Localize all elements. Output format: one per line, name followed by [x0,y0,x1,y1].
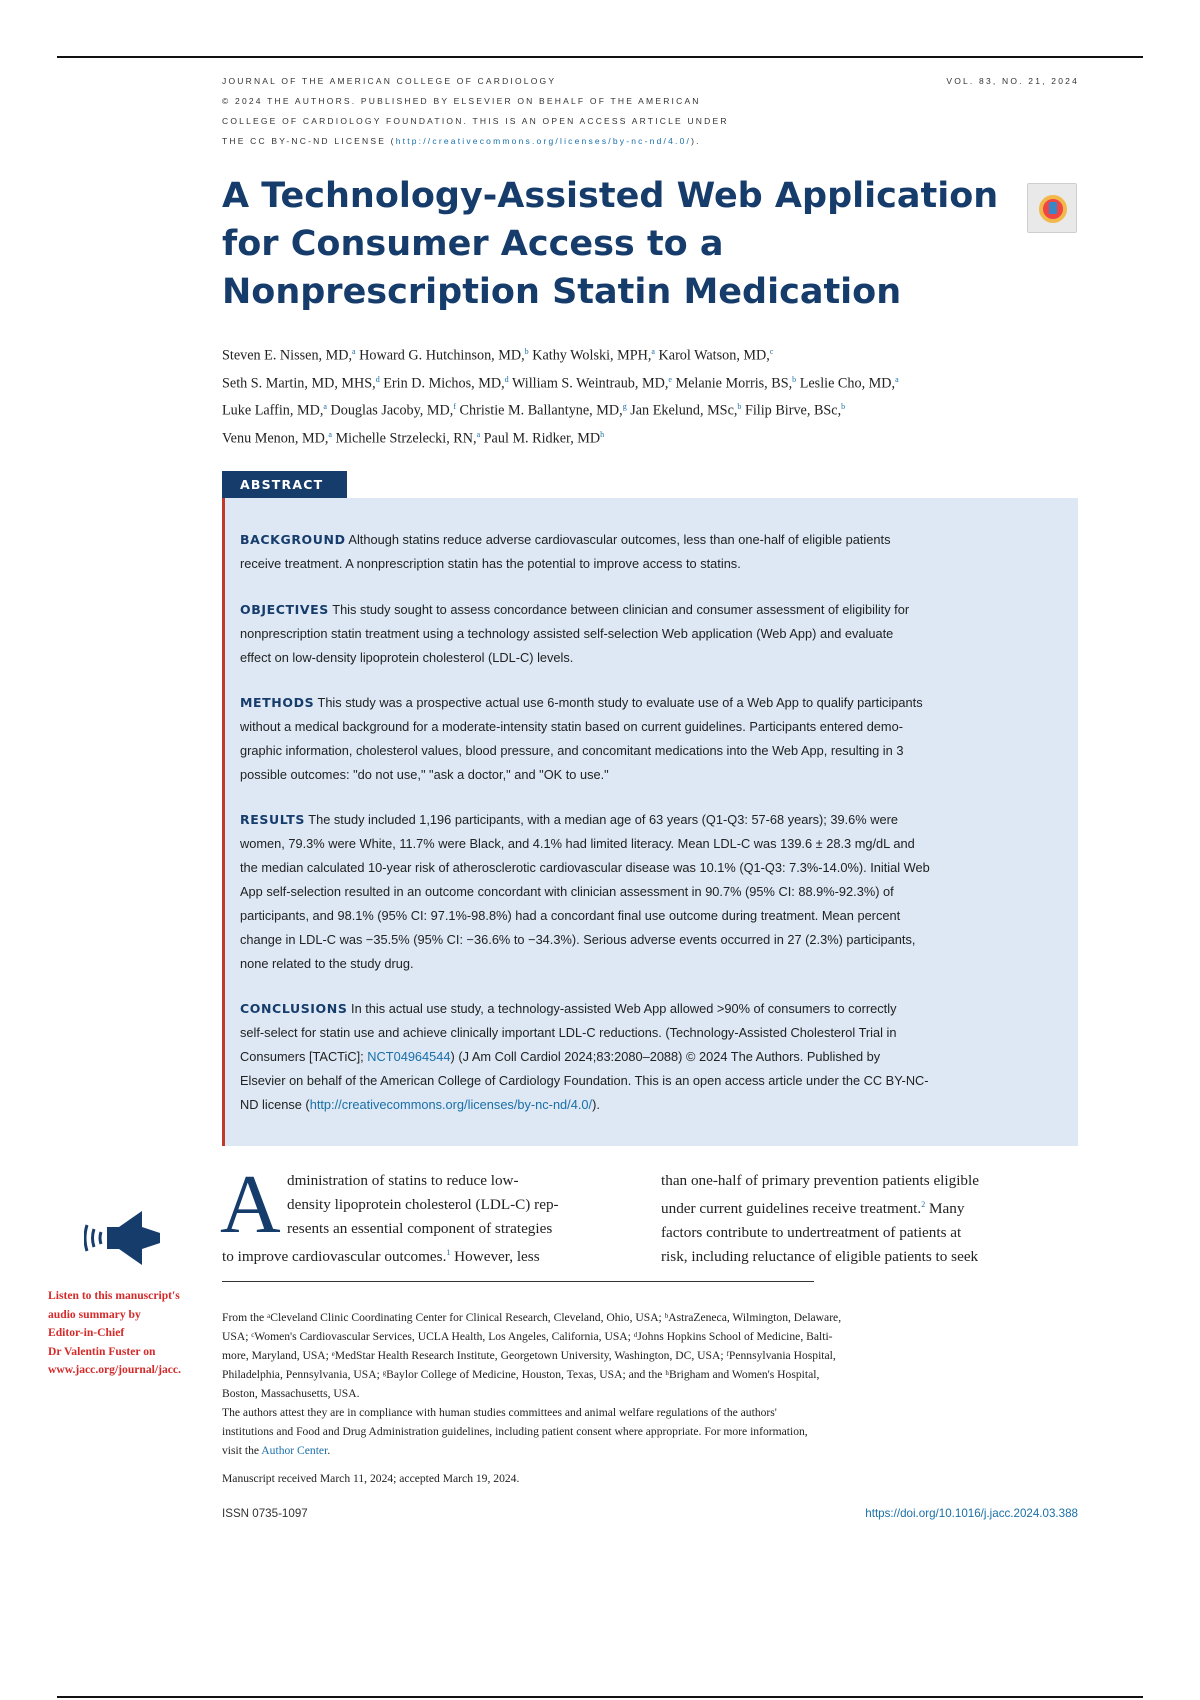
author-line: Luke Laffin, MD,$^a$ Douglas Jacoby, MD,$^f$ Christie M. Ballantyne, MD,$^g$ Jan Ekelund, MSc,$^b$ Filip Birve, BSc,$^b$ [222,402,846,420]
speaker-icon[interactable] [84,1205,164,1271]
body-text-right: than one-half of primary prevention patients eligible under current guidelines receive treatment.$^2$ Many factors contribute to undertreatment of patients at risk, including reluctance of eligible patients to seek [661,1172,979,1266]
doi-link[interactable]: https://doi.org/10.1016/j.jacc.2024.03.388 [865,1507,1078,1520]
footnote-rule [222,1281,814,1282]
license-link[interactable]: http://creativecommons.org/licenses/by-nc-nd/4.0/ [395,136,692,146]
trial-registration-link[interactable]: NCT04964544 [367,1049,451,1064]
author-line: Venu Menon, MD,$^a$ Michelle Strzelecki, RN,$^a$ Paul M. Ridker, $MD^h$ [222,430,605,447]
section-heading: BACKGROUND [240,532,346,547]
body-text-left: dministration of statins to reduce low- density lipoprotein cholesterol (LDL-C) rep- resents an essential component of strategies [287,1172,559,1237]
abstract-conclusions: CONCLUSIONS In this actual use study, a technology-assisted Web App allowed >90% of consumers to correctly self-select for statin use and achieve clinically important LDL-C reductions. (Technology-Assisted Cholesterol Trial in Consumers [TACTiC]; NCT04964544) (J Am Coll Cardiol 2024;83:2080–2088) © 2024 The Authors. Published by Elsevier on behalf of the American College of Cardiology Foundation. This is an open access article under the CC BY-NC- ND license (http://creativecommons.org/licenses/by-nc-nd/4.0/). [240,1001,929,1112]
bottom-rule [57,1696,1143,1698]
section-heading: CONCLUSIONS [240,1001,348,1016]
section-heading: RESULTS [240,812,305,827]
author-line: Seth S. Martin, MD, MHS,$^d$ Erin D. Michos, MD,$^d$ William S. Weintraub, MD,$^e$ Melanie Morris, BS,$^b$ Leslie Cho, MD,$^a$ [222,374,899,392]
copyright-line: COLLEGE OF CARDIOLOGY FOUNDATION. THIS IS AN OPEN ACCESS ARTICLE UNDER [222,116,729,126]
drop-cap: A [220,1158,281,1251]
top-rule [57,56,1143,58]
license-link[interactable]: http://creativecommons.org/licenses/by-nc-nd/4.0/ [309,1097,593,1112]
abstract-methods: METHODS This study was a prospective actual use 6-month study to evaluate use of a Web App to qualify participants without a medical background for a moderate-intensity statin based on current guidelines. Participants entered demo- graphic information, cholesterol values, blood pressure, and concomitant medications into the Web App, resulting in 3 possible outcomes: "do not use," "ask a doctor," and "OK to use." [240,695,923,782]
citation-ref[interactable]: 2 [921,1200,926,1209]
section-heading: METHODS [240,695,315,710]
abstract-objectives: OBJECTIVES This study sought to assess concordance between clinician and consumer assessment of eligibility for nonprescription statin treatment using a technology assisted self-selection Web application (Web App) and evaluate effect on low-density lipoprotein cholesterol (LDL-C) levels. [240,602,910,665]
manuscript-received: Manuscript received March 11, 2024; accepted March 19, 2024. [222,1472,520,1485]
author-line: Steven E. Nissen, MD,$^a$ Howard G. Hutchinson, MD,$^b$ Kathy Wolski, MPH,$^a$ Karol Watson, MD,$^c$ [222,347,774,364]
abstract-background: BACKGROUND Although statins reduce adverse cardiovascular outcomes, less than one-half of eligible patients receive treatment. A nonprescription statin has the potential to improve access to statins. [240,532,891,571]
affiliation-footnotes: From the ᵃCleveland Clinic Coordinating Center for Clinical Research, Cleveland, Ohio, USA; ᵇAstraZeneca, Wilmington, Delaware, USA; ᶜWomen's Cardiovascular Services, UCLA Health, Los Angeles, California, USA; ᵈJohns Hopkins School of Medicine, Balti- more, Maryland, USA; ᵉMedStar Health Research Institute, Georgetown University, Washington, DC, USA; ᶠPennsylvania Hospital, Philadelphia, Pennsylvania, USA; ᵍBaylor College of Medicine, Houston, Texas, USA; and the ʰBrigham and Women's Hospital, Boston, Massachusetts, USA. The authors attest they are in compliance with human studies committees and animal welfare regulations of the authors' institutions and Food and Drug Administration guidelines, including patient consent where appropriate. For more information, visit the Author Center. [222,1311,842,1457]
audio-summary-note[interactable]: Listen to this manuscript's audio summary by Editor-in-Chief Dr Valentin Fuster on www.jacc.org/journal/jacc. [48,1289,181,1376]
crossmark-icon[interactable] [1027,183,1077,233]
author-list [222,340,1082,451]
section-heading: OBJECTIVES [240,602,329,617]
author-center-link[interactable]: Author Center [261,1444,328,1457]
journal-name: JOURNAL OF THE AMERICAN COLLEGE OF CARDIOLOGY [222,76,557,86]
article-title: A Technology-Assisted Web Application for Consumer Access to a Nonprescription Statin Medication [222,176,999,312]
abstract-results: RESULTS The study included 1,196 participants, with a median age of 63 years (Q1-Q3: 57-68 years); 39.6% were women, 79.3% were White, 11.7% were Black, and 4.1% had limited literacy. Mean LDL-C was 139.6 ± 28.3 mg/dL and the median calculated 10-year risk of atherosclerotic cardiovascular disease was 10.1% (Q1-Q3: 7.3%-14.0%). Initial Web App self-selection resulted in an outcome concordant with clinician assessment in 90.7% (95% CI: 88.9%-92.3%) of participants, and 98.1% (95% CI: 97.1%-98.8%) had a concordant final use outcome during treatment. Mean percent change in LDL-C was −35.5% (95% CI: −36.6% to −34.3%). Serious adverse events occurred in 27 (2.3%) participants, none related to the study drug. [240,812,930,971]
license-line: THE CC BY-NC-ND LICENSE (http://creativecommons.org/licenses/by-nc-nd/4.0/). [222,136,701,146]
issn: ISSN 0735-1097 [222,1507,308,1520]
volume-info: VOL. 83, NO. 21, 2024 [946,76,1079,86]
body-text-left-last: to improve cardiovascular outcomes.$^1$ However, less [222,1248,540,1266]
abstract-tab: ABSTRACT [222,471,347,498]
citation-ref[interactable]: 1 [446,1248,451,1257]
copyright-line: © 2024 THE AUTHORS. PUBLISHED BY ELSEVIER ON BEHALF OF THE AMERICAN [222,96,701,106]
